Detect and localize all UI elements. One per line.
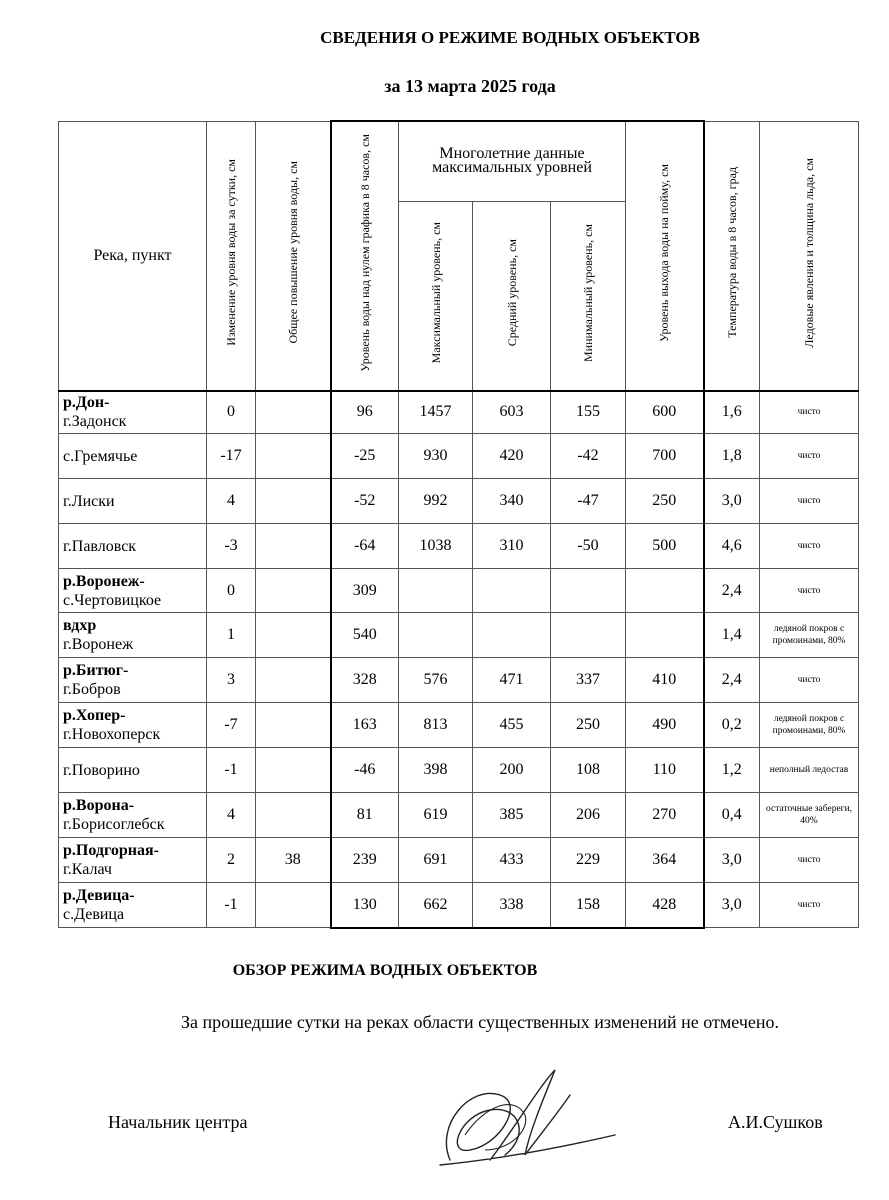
river-point-cell: [59, 838, 207, 883]
cell-max: 619: [399, 793, 473, 838]
cell-level: 328: [331, 658, 399, 703]
cell-flood: 410: [626, 658, 704, 703]
river-point-cell: [59, 434, 207, 479]
cell-ice: чисто: [760, 479, 859, 524]
header-total-rise: [256, 121, 331, 391]
cell-change: 2: [207, 838, 256, 883]
cell-level: -52: [331, 479, 399, 524]
river-name: р.Ворона-: [63, 797, 135, 814]
cell-temp: 0,4: [704, 793, 760, 838]
cell-temp: 2,4: [704, 658, 760, 703]
header-ice-label: Ледовые явления и толщина льда, см: [802, 157, 817, 348]
river-point-cell: [59, 883, 207, 928]
cell-change: -1: [207, 883, 256, 928]
point-name: г.Задонск: [63, 413, 127, 431]
header-river-label: Река, пункт: [93, 246, 172, 264]
cell-flood: 364: [626, 838, 704, 883]
cell-min: -47: [551, 479, 626, 524]
cell-flood: [626, 613, 704, 658]
cell-change: -3: [207, 524, 256, 569]
cell-avg: 200: [473, 748, 551, 793]
cell-temp: 3,0: [704, 479, 760, 524]
cell-level: 81: [331, 793, 399, 838]
table-row: [59, 613, 859, 658]
cell-flood: 700: [626, 434, 704, 479]
point-name: с.Девица: [63, 906, 125, 923]
cell-level: 239: [331, 838, 399, 883]
cell-avg: 420: [473, 434, 551, 479]
cell-total: [256, 391, 331, 434]
cell-max: 662: [399, 883, 473, 928]
cell-temp: 1,2: [704, 748, 760, 793]
cell-ice: неполный ледостав: [760, 748, 859, 793]
cell-temp: 0,2: [704, 703, 760, 748]
cell-change: 1: [207, 613, 256, 658]
cell-flood: 500: [626, 524, 704, 569]
header-change-label: Изменение уровня воды за сутки, см: [224, 159, 238, 346]
river-name: р.Воронеж-: [63, 572, 145, 590]
point-name: г.Новохоперск: [63, 726, 161, 743]
cell-ice: остаточные забереги, 40%: [760, 793, 859, 838]
cell-min: 250: [551, 703, 626, 748]
river-name: р.Хопер-: [63, 707, 126, 724]
river-point-cell: [59, 391, 207, 434]
cell-ice: чисто: [760, 434, 859, 479]
cell-max: 1457: [399, 391, 473, 434]
cell-flood: 600: [626, 391, 704, 434]
cell-temp: 1,6: [704, 391, 760, 434]
cell-temp: 1,4: [704, 613, 760, 658]
cell-level: -46: [331, 748, 399, 793]
river-name: р.Девица-: [63, 887, 135, 904]
signature-name: А.И.Сушков: [728, 1112, 823, 1132]
cell-temp: 1,8: [704, 434, 760, 479]
header-river: [59, 121, 207, 391]
header-longterm-group: [399, 121, 626, 201]
cell-change: 4: [207, 479, 256, 524]
cell-min: [551, 613, 626, 658]
cell-max: 930: [399, 434, 473, 479]
header-max-label: Максимальный уровень, см: [428, 222, 443, 364]
cell-ice: чисто: [760, 569, 859, 613]
cell-flood: 428: [626, 883, 704, 928]
cell-level: 130: [331, 883, 399, 928]
cell-temp: 3,0: [704, 883, 760, 928]
review-title: ОБЗОР РЕЖИМА ВОДНЫХ ОБЪЕКТОВ: [232, 962, 538, 979]
cell-total: 38: [256, 838, 331, 883]
point-name: с.Чертовицкое: [63, 591, 162, 609]
cell-ice: чисто: [760, 883, 859, 928]
cell-max: 1038: [399, 524, 473, 569]
header-flood: [626, 121, 704, 391]
table-row: [59, 658, 859, 703]
cell-avg: 433: [473, 838, 551, 883]
header-min-label: Минимальный уровень, см: [581, 223, 595, 362]
cell-ice: чисто: [760, 838, 859, 883]
cell-total: [256, 883, 331, 928]
header-avg-label: Средний уровень, см: [504, 239, 519, 347]
cell-change: -7: [207, 703, 256, 748]
cell-avg: 310: [473, 524, 551, 569]
cell-total: [256, 613, 331, 658]
point-name: г.Борисоглебск: [63, 816, 165, 833]
cell-max: 398: [399, 748, 473, 793]
cell-min: 206: [551, 793, 626, 838]
cell-max: [399, 613, 473, 658]
cell-avg: [473, 569, 551, 613]
header-temp: [704, 121, 760, 391]
point-name: г.Павловск: [63, 537, 137, 555]
river-name: вдхр: [63, 617, 97, 634]
table-row: [59, 838, 859, 883]
cell-total: [256, 703, 331, 748]
cell-ice: чисто: [760, 524, 859, 569]
cell-min: 337: [551, 658, 626, 703]
cell-min: 155: [551, 391, 626, 434]
header-level-label: Уровень воды над нулем графика в 8 часов, см: [357, 133, 372, 372]
cell-avg: 455: [473, 703, 551, 748]
table-row: [59, 434, 859, 479]
handwritten-signature: [430, 1065, 620, 1185]
point-name: г.Поворино: [63, 761, 140, 779]
cell-max: 576: [399, 658, 473, 703]
cell-avg: 603: [473, 391, 551, 434]
cell-min: [551, 569, 626, 613]
cell-change: -1: [207, 748, 256, 793]
cell-ice: чисто: [760, 658, 859, 703]
cell-min: 158: [551, 883, 626, 928]
river-name: р.Битюг-: [63, 662, 129, 679]
header-flood-label: Уровень выхода воды на пойму, см: [657, 163, 672, 342]
river-name: р.Подгорная-: [63, 842, 159, 859]
header-max: [399, 201, 473, 390]
date-line: за 13 марта 2025 года: [384, 76, 556, 96]
cell-max: 992: [399, 479, 473, 524]
table-row: [59, 391, 859, 434]
cell-flood: 490: [626, 703, 704, 748]
point-name: г.Бобров: [63, 681, 121, 698]
river-point-cell: [59, 748, 207, 793]
cell-min: 108: [551, 748, 626, 793]
river-point-cell: [59, 793, 207, 838]
table-row: [59, 479, 859, 524]
cell-total: [256, 434, 331, 479]
cell-temp: 3,0: [704, 838, 760, 883]
cell-avg: 338: [473, 883, 551, 928]
cell-min: -50: [551, 524, 626, 569]
cell-level: 309: [331, 569, 399, 613]
cell-change: -17: [207, 434, 256, 479]
point-name: г.Воронеж: [63, 636, 134, 653]
header-avg: [473, 201, 551, 390]
cell-total: [256, 479, 331, 524]
cell-ice: ледяной покров с промоинами, 80%: [760, 703, 859, 748]
point-name: г.Калач: [63, 861, 112, 878]
cell-change: 0: [207, 391, 256, 434]
header-longterm-label: Многолетние данные максимальных уровней: [432, 145, 592, 177]
document-title: СВЕДЕНИЯ О РЕЖИМЕ ВОДНЫХ ОБЪЕКТОВ: [320, 28, 700, 47]
cell-total: [256, 658, 331, 703]
river-name: р.Дон-: [63, 394, 110, 412]
header-total-rise-label: Общее повышение уровня воды, см: [285, 161, 300, 344]
header-ice: [760, 121, 859, 391]
river-point-cell: [59, 658, 207, 703]
point-name: с.Гремячье: [63, 447, 138, 465]
table-row: [59, 524, 859, 569]
cell-min: -42: [551, 434, 626, 479]
water-regime-table: [58, 120, 859, 929]
signature-role: Начальник центра: [108, 1112, 248, 1132]
cell-level: -64: [331, 524, 399, 569]
cell-total: [256, 748, 331, 793]
cell-temp: 4,6: [704, 524, 760, 569]
river-point-cell: [59, 569, 207, 613]
cell-ice: ледяной покров с промоинами, 80%: [760, 613, 859, 658]
table-row: [59, 883, 859, 928]
cell-level: 163: [331, 703, 399, 748]
table-row: [59, 748, 859, 793]
cell-max: 813: [399, 703, 473, 748]
cell-avg: 385: [473, 793, 551, 838]
cell-max: [399, 569, 473, 613]
river-point-cell: [59, 613, 207, 658]
cell-min: 229: [551, 838, 626, 883]
cell-level: -25: [331, 434, 399, 479]
cell-change: 4: [207, 793, 256, 838]
cell-avg: [473, 613, 551, 658]
cell-total: [256, 524, 331, 569]
river-point-cell: [59, 703, 207, 748]
cell-flood: 110: [626, 748, 704, 793]
cell-avg: 471: [473, 658, 551, 703]
point-name: г.Лиски: [63, 492, 115, 510]
cell-total: [256, 793, 331, 838]
cell-ice: чисто: [760, 391, 859, 434]
header-temp-label: Температура воды в 8 часов, град: [724, 167, 739, 338]
table-row: [59, 569, 859, 613]
cell-flood: 250: [626, 479, 704, 524]
cell-total: [256, 569, 331, 613]
cell-change: 3: [207, 658, 256, 703]
cell-change: 0: [207, 569, 256, 613]
cell-flood: 270: [626, 793, 704, 838]
header-min: [551, 201, 626, 390]
cell-level: 96: [331, 391, 399, 434]
river-point-cell: [59, 479, 207, 524]
cell-flood: [626, 569, 704, 613]
header-level: [331, 121, 399, 391]
cell-avg: 340: [473, 479, 551, 524]
table-row: [59, 793, 859, 838]
header-change: [207, 121, 256, 391]
summary-text: За прошедшие сутки на реках области существенных изменений не отмечено.: [180, 1012, 780, 1032]
cell-temp: 2,4: [704, 569, 760, 613]
river-point-cell: [59, 524, 207, 569]
table-row: [59, 703, 859, 748]
cell-level: 540: [331, 613, 399, 658]
cell-max: 691: [399, 838, 473, 883]
